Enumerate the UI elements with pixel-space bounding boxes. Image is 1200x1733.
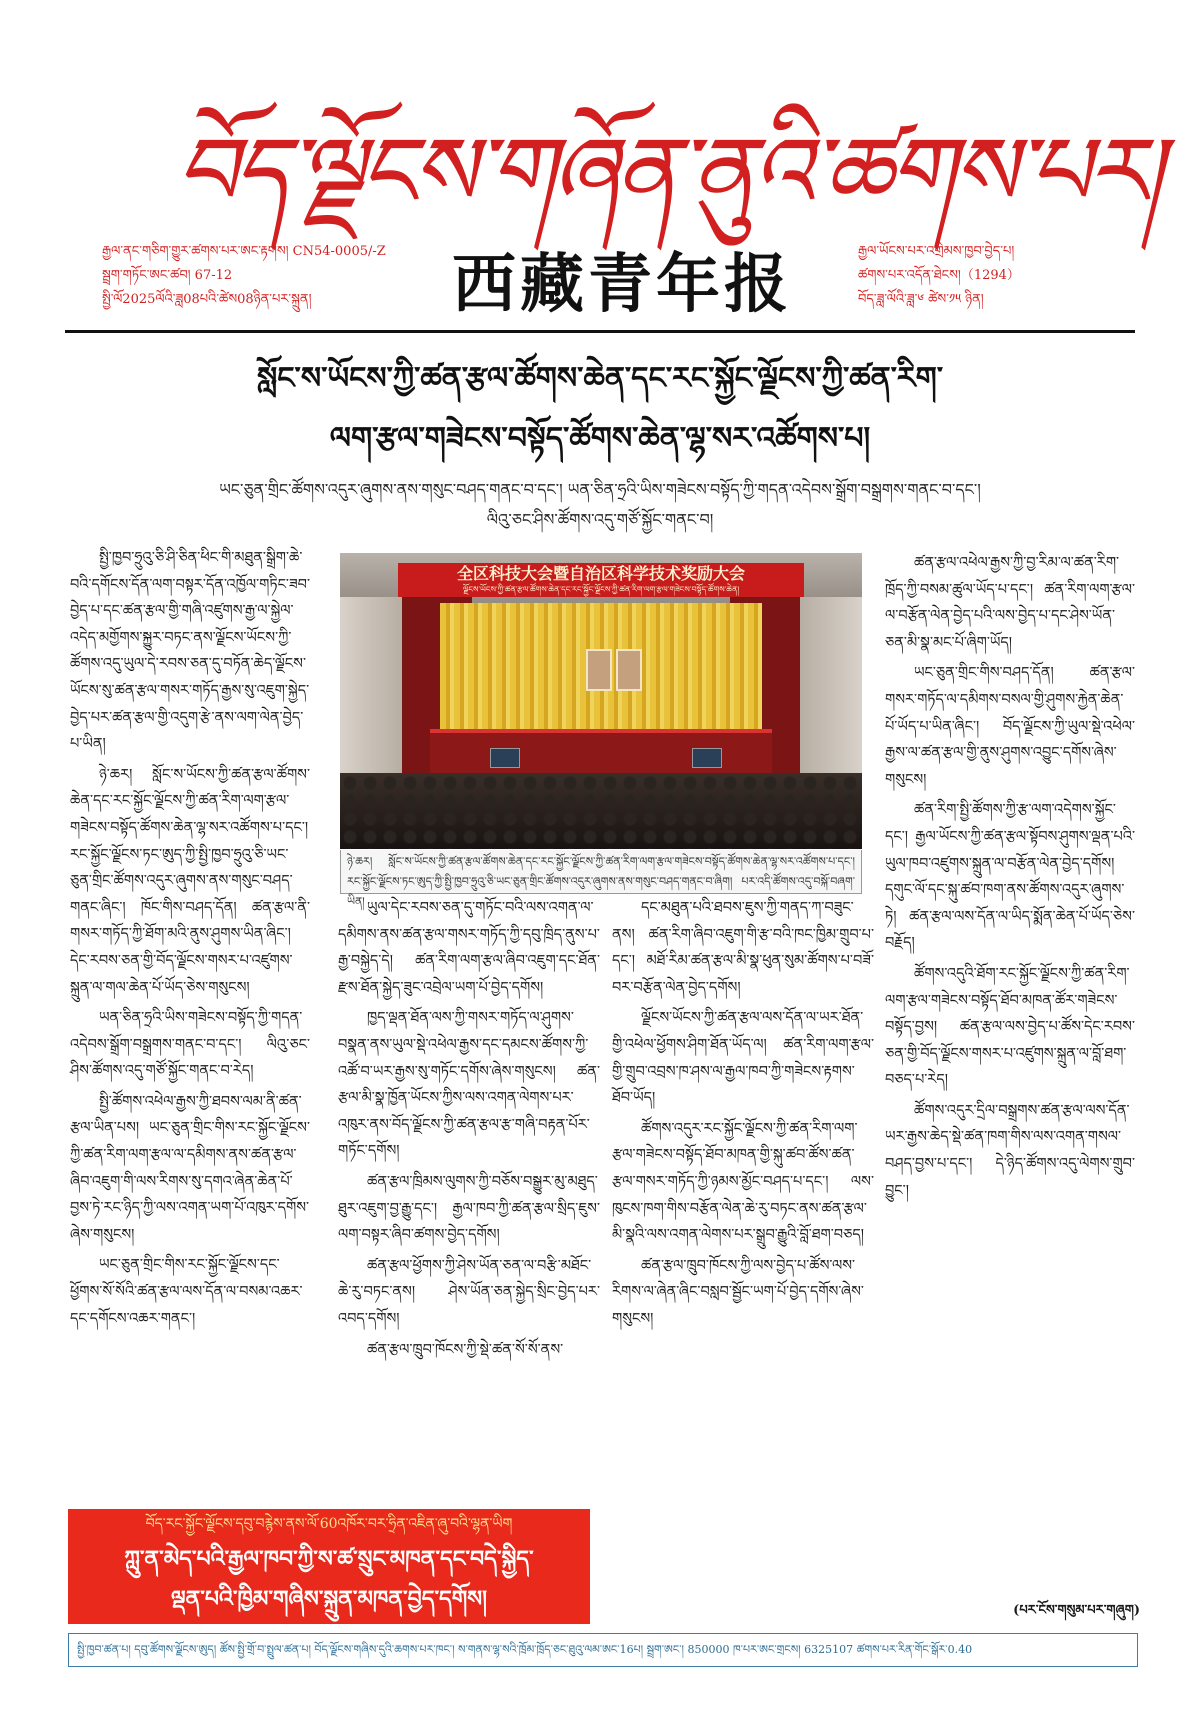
paragraph: ལྗོངས་ཡོངས་ཀྱི་ཚན་རྩལ་ལས་དོན་ལ་ཡར་ཐོན་གྱི་འཕེལ་ཕྱོགས་ཤིག་ཐོན་ཡོད་ལ། ཚན་རིག་ལག་རྩལ་གྱི་གྲུབ་འབྲས་ཁ་ཤས་ལ་རྒྱལ་ཁབ་ཀྱི་གཟེངས་རྟགས་ཐོབ་ཡོད། bbox=[612, 1010, 874, 1107]
photo-caption: ཉེ་ཆར། སློང་ས་ཡོངས་ཀྱི་ཚན་རྩལ་ཚོགས་ཆེན་དང་རང་སྐྱོང་ལྗོངས་ཀྱི་ཚན་རིག་ལག་རྩལ་གཟེངས་བསྟོད་ཚོགས་ཆེན་ལྷ་སར་འཚོགས་པ་དང་། རང་སྐྱོང་ལྗོངས་ཏང་ཨུད་ཀྱི་སྤྱི་ཁྱབ་ཧྲུའུ་ཅི་ཡང་ཅུན་གྲིང་ཚོགས་འདུར་ཞུགས་ནས་གསུང་བཤད་གནང་བ་ཞིག། པར་འདི་ཚོགས་འདུ་བསྐོ་བཞག་ཡིན། bbox=[340, 850, 862, 894]
slogan-kicker: བོད་རང་སྐྱོང་ལྗོངས་དབུ་བརྙེས་ནས་ལོ་60འཁོར་བར་ཧྲིན་འཇིན་ཞུ་བའི་ལྷན་ཡིག bbox=[145, 1516, 513, 1532]
paragraph: ཚན་རྩལ་འཕེལ་རྒྱས་ཀྱི་བྱ་རིམ་ལ་ཚན་རིག་ཁྲོད་ཀྱི་བསམ་ཚུལ་ཡོད་པ་དང་། ཚན་རིག་ལག་རྩལ་ལ་བརྩོན་ལེན་བྱེད་པའི་ལས་བྱེད་པ་དང་ཤེས་ཡོན་ཅན་མི་སྣ་མང་པོ་ཞིག་ཡོད། bbox=[885, 555, 1135, 651]
conference-photo bbox=[340, 553, 862, 849]
stage-banner bbox=[398, 563, 804, 597]
paragraph: ཚོགས་འདུར་དྲིལ་བསྒྲགས་ཚན་རྩལ་ལས་དོན་ཡར་རྒྱས་ཆེད་སྡེ་ཚན་ཁག་གིས་ལས་འགན་གསལ་བཤད་བྱས་པ་དང་། དེ་ཉིད་ཚོགས་འདུ་ལེགས་གྲུབ་བྱུང་། bbox=[885, 1102, 1135, 1199]
paragraph: ཡུལ་དེང་རབས་ཅན་དུ་གཏོང་བའི་ལས་འགན་ལ་དམིགས་ནས་ཚན་རྩལ་གསར་གཏོད་ཀྱི་དབུ་ཁྲིད་ནུས་པ་རྒྱ་བསྐྱེད་དེ། ཚན་རིག་ལག་རྩལ་ཞིབ་འཇུག་དང་ཐོན་རྫས་ཐོན་སྐྱེད་ཟུང་འབྲེལ་ཡག་པོ་བྱེད་དགོས། bbox=[338, 900, 600, 996]
slogan-line-2: ལྡན་པའི་ཁྱིམ་གཞིས་སྐྲུན་མཁན་བྱེད་དགོས། bbox=[170, 1586, 488, 1612]
masthead-divider bbox=[65, 330, 1135, 333]
paragraph: ཚན་རྩལ་ཁྲུབ་ཁོངས་ཀྱི་སྡེ་ཚན་སོ་སོ་ནས་ bbox=[367, 1341, 564, 1358]
masthead-tibetan-title: བོད་ལྗོངས་གཞོན་ནུའི་ཚགས་པར། bbox=[175, 116, 1159, 228]
monitor-screen bbox=[490, 748, 520, 768]
meta-line: སྤྱི་ལོ2025ལོའི་ཟླ08པའི་ཚེས08ཉིན་པར་སྐྲུན། bbox=[102, 292, 312, 307]
portrait bbox=[616, 649, 642, 691]
subheadline-line-1: ཡང་ཅུན་གྲིང་ཚོགས་འདུར་ཞུགས་ནས་གསུང་བཤད་གནང་བ་དང་། ཡན་ཅིན་ཧྲའི་ཡིས་གཟེངས་བསྟོད་ཀྱི་གདན་འདེབས་སྒྲོག་བསྒྲགས་གནང་བ་དང་། bbox=[219, 480, 981, 499]
paragraph: སྤྱི་ཁྱབ་ཧྲུའུ་ཅི་ཤི་ཅིན་ཕིང་གི་མཐུན་སྒྲིག་ཆེ་བའི་དགོངས་དོན་ལག་བསྟར་དོན་འཁྱོལ་གཏིང་ཟབ་བྱེད་པ་དང་ཚན་རྩལ་གྱི་གཞི་འཛུགས་རྒྱ་ལ་སྐྱེལ་འདེད་མགྱོགས་སྐྱུར་བཏང་ནས་ལྗོངས་ཡོངས་ཀྱི་ཚོགས་འདུ་ཡུལ་དེ་རབས་ཅན་དུ་བཏོན་ཆེད་ལྗོངས་ཡོངས་སུ་ཚན་རྩལ་གསར་གཏོད་རྒྱས་སུ་འཇུག་སྐྱེད་བྱེད་པར་ཚན་རྩལ་གྱི་འདུག་རྩེ་ནས་ལག་ལེན་བྱེད་པ་ཡིན། bbox=[70, 550, 311, 753]
meta-line: རྒྱལ་ཡོངས་པར་འགྲེམས་ཁྱབ་བྱེད་པ། bbox=[858, 244, 1015, 259]
hall-wall-left bbox=[340, 597, 402, 773]
paragraph: སྤྱི་ཚོགས་འཕེལ་རྒྱས་ཀྱི་ཐབས་ལམ་ནི་ཚན་རྩལ་ཡིན་པས། ཡང་ཅུན་གྲིང་གིས་རང་སྐྱོང་ལྗོངས་ཀྱི་ཚན་རིག་ལག་རྩལ་ལ་དམིགས་ནས་ཚན་རྩལ་ཞིབ་འཇུག་གི་ལས་རིགས་སུ་དགའ་ཞེན་ཆེན་པོ་བྱས་ཏེ་རང་ཉིད་ཀྱི་ལས་འགན་ཡག་པོ་འཁུར་དགོས་ཞེས་གསུངས། bbox=[70, 1093, 310, 1243]
article-column-2 bbox=[338, 895, 600, 1615]
subheadline-line-2: ལིའུ་ཅང་ཤིས་ཚོགས་འདུ་གཙོ་སྐྱོང་གནང་བ། bbox=[486, 510, 714, 529]
slogan-box bbox=[68, 1509, 590, 1624]
banner-chinese: 全区科技大会暨自治区科学技术奖励大会 bbox=[456, 564, 745, 583]
paragraph: ཡང་ཅུན་གྲིང་གིས་བཤད་དོན། ཚན་རྩལ་གསར་གཏོད་ལ་དམིགས་བསལ་གྱི་ཤུགས་རྐྱེན་ཆེན་པོ་ཡོད་པ་ཡིན་ཞིང་། བོད་ལྗོངས་ཀྱི་ཡུལ་སྡེ་འཕེལ་རྒྱས་ལ་ཚན་རྩལ་གྱི་ནུས་ཤུགས་འབྱུང་དགོས་ཞེས་གསུངས། bbox=[885, 665, 1135, 788]
masthead-chinese-title: 西藏青年报 bbox=[452, 247, 792, 322]
paragraph: ཡན་ཅིན་ཧྲའི་ཡིས་གཟེངས་བསྟོད་ཀྱི་གདན་འདེབས་སྒྲོག་བསྒྲགས་གནང་བ་དང་། ལིའུ་ཅང་ཤིས་ཚོགས་འདུ་གཙོ་སྐྱོང་གནང་བ་རེད། bbox=[70, 1010, 310, 1080]
paragraph: དང་མཐུན་པའི་ཐབས་ཇུས་ཀྱི་གནད་ཀ་བཟུང་ནས། ཚན་རིག་ཞིབ་འཇུག་གི་རྩ་བའི་ཁང་ཁྱིམ་གྲུབ་པ་དང་། མཐོ་རིམ་ཚན་རྩལ་མི་སྣ་ཕུན་སུམ་ཚོགས་པ་བཟོ་བར་བརྩོན་ལེན་བྱེད་དགོས། bbox=[612, 900, 874, 996]
paragraph: ཡང་ཅུན་གྲིང་གིས་རང་སྐྱོང་ལྗོངས་དང་ཕྱོགས་སོ་སོའི་ཚན་རྩལ་ལས་དོན་ལ་བསམ་འཆར་དང་དགོངས་འཆར་གནང་། bbox=[70, 1257, 303, 1327]
slogan-line-1: ཀླུ་ན་མེད་པའི་རྒྱལ་ཁབ་ཀྱི་ས་ཚ་སྲུང་མཁན་དང་བདེ་སྐྱིད་ bbox=[124, 1546, 534, 1572]
article-column-1 bbox=[70, 545, 310, 1505]
masthead-right-meta bbox=[858, 240, 1158, 318]
continued-byline: (པར་ངོས་གསུམ་པར་གཞུག) bbox=[1013, 1603, 1140, 1618]
publisher-footer: སྤྱི་ཁྱབ་ཚན་པ། དབུ་ཚོགས་ལྗོངས་ཨུད། ཚོས་སྤྱི་གྲོ་བ་སྤྲུལ་ཚན་པ། བོད་ལྗོངས་གཞིས་དུའི་ཆགས་པར་ཁང་། ས་གནས་ལྷ་སའི་ཁྲོམ་ཁྲོད་ཅང་ཐུའུ་ལམ་ཨང་16པ། སྦྲག་ཨང་། 850000 ཁ་པར་ཨང་གྲངས། 6325107 ཚགས་པར་རིན་གོང་སྒོར་0.40 bbox=[68, 1633, 1138, 1667]
meta-line: བོད་ཟླ་ལོའི་ཟླ་༦ ཚེས་༡༥ ཉིན། bbox=[858, 292, 984, 307]
masthead-left-meta bbox=[102, 240, 432, 318]
meta-line: སྦྲག་གཏོང་ཨང་ཚབ། 67-12 bbox=[102, 268, 233, 283]
paragraph: ཚན་རྩལ་ཕྱོགས་ཀྱི་ཤེས་ཡོན་ཅན་ལ་བརྩི་མཐོང་ཆེ་རུ་བཏང་ནས། ཤེས་ཡོན་ཅན་སྐྱེད་སྲིང་བྱེད་པར་འབད་དགོས། bbox=[338, 1257, 600, 1327]
paragraph: ཚན་རིག་སྤྱི་ཚོགས་ཀྱི་རྩ་ལག་འདེགས་སྐྱོང་དང་། རྒྱལ་ཡོངས་ཀྱི་ཚན་རྩལ་སྟོབས་ཤུགས་ལྡན་པའི་ཡུལ་ཁབ་འཛུགས་སྐྲུན་ལ་བརྩོན་ལེན་བྱེད་དགོས། དགུང་ལོ་དང་སྐུ་ཚབ་ཁག་ནས་ཚོགས་འདུར་ཞུགས་ཏེ། ཚན་རྩལ་ལས་དོན་ལ་ཡིད་སྨོན་ཆེན་པོ་ཡོད་ཅེས་བརྗོད། bbox=[885, 802, 1135, 952]
portrait bbox=[586, 649, 612, 691]
monitor-screen bbox=[692, 748, 722, 768]
paragraph: ཉེ་ཆར། སློང་ས་ཡོངས་ཀྱི་ཚན་རྩལ་ཚོགས་ཆེན་དང་རང་སྐྱོང་ལྗོངས་ཀྱི་ཚན་རིག་ལག་རྩལ་གཟེངས་བསྟོད་ཚོགས་ཆེན་ལྷ་སར་འཚོགས་པ་དང་། རང་སྐྱོང་ལྗོངས་ཏང་ཨུད་ཀྱི་སྤྱི་ཁྱབ་ཧྲུའུ་ཅི་ཡང་ཅུན་གྲིང་ཚོགས་འདུར་ཞུགས་ནས་གསུང་བཤད་གནང་ཞིང་། ཁོང་གིས་བཤད་དོན། ཚན་རྩལ་ནི་གསར་གཏོད་ཀྱི་ཐོག་མའི་ནུས་ཤུགས་ཡིན་ཞིང་། དེང་རབས་ཅན་གྱི་བོད་ལྗོངས་གསར་པ་འཛུགས་སྐྲུན་ལ་གལ་ཆེན་པོ་ཡོད་ཅེས་གསུངས། bbox=[70, 766, 310, 996]
paragraph: ཚན་རྩལ་ཁྲིམས་ལུགས་ཀྱི་བཅོས་བསྒྱུར་མུ་མཐུད་ཐུར་འཇུག་བྱ་རྒྱུ་དང་། རྒྱལ་ཁབ་ཀྱི་ཚན་རྩལ་སྲིད་ཇུས་ལག་བསྟར་ཞིབ་ཚགས་བྱེད་དགོས། bbox=[338, 1173, 600, 1244]
hall-wall-right bbox=[800, 597, 862, 773]
article-column-3 bbox=[612, 895, 874, 1615]
article-column-4 bbox=[885, 550, 1135, 1590]
audience bbox=[340, 773, 862, 849]
headline-line-2: ལག་རྩལ་གཟེངས་བསྟོད་ཚོགས་ཆེན་ལྷ་སར་འཚོགས་པ། bbox=[329, 421, 871, 456]
headline-line-1: སློང་ས་ཡོངས་ཀྱི་ཚན་རྩལ་ཚོགས་ཆེན་དང་རང་སྐྱོང་ལྗོངས་ཀྱི་ཚན་རིག་ bbox=[256, 361, 944, 396]
paragraph: ཚོགས་འདུར་རང་སྐྱོང་ལྗོངས་ཀྱི་ཚན་རིག་ལག་རྩལ་གཟེངས་བསྟོད་ཐོབ་མཁན་གྱི་སྐུ་ཚབ་ཚོས་ཚན་རྩལ་གསར་གཏོད་ཀྱི་ཉམས་མྱོང་བཤད་པ་དང་། ལས་ཁུངས་ཁག་གིས་བརྩོན་ལེན་ཆེ་རུ་བཏང་ནས་ཚན་རྩལ་མི་སྣའི་ལས་འགན་ལེགས་པར་སྒྲུབ་རྒྱུའི་བློ་ཐག་བཅད། bbox=[612, 1120, 874, 1244]
paragraph: ཁྱད་ལྡན་ཐོན་ལས་ཀྱི་གསར་གཏོད་ལ་ཤུགས་བསྣན་ནས་ཡུལ་སྡེ་འཕེལ་རྒྱས་དང་དམངས་ཚོགས་ཀྱི་འཚོ་བ་ཡར་རྒྱས་སུ་གཏོང་དགོས་ཞེས་གསུངས། ཚན་རྩལ་མི་སྣ་ཁྱོན་ཡོངས་ཀྱིས་ལས་འགན་ལེགས་པར་འཁུར་ནས་བོད་ལྗོངས་ཀྱི་ཚན་རྩལ་རྩ་གཞི་བརྟན་པོར་གཏོང་དགོས། bbox=[338, 1010, 600, 1160]
meta-line: ཚགས་པར་འདོན་ཐེངས།（1294） bbox=[858, 268, 1020, 283]
paragraph: ཚན་རྩལ་ཁྲུབ་ཁོངས་ཀྱི་ལས་བྱེད་པ་ཚོས་ལས་རིགས་ལ་ཞེན་ཞིང་བསླབ་སྦྱོང་ཡག་པོ་བྱེད་དགོས་ཞེས་གསུངས། bbox=[612, 1257, 864, 1327]
banner-tibetan: ལྗོངས་ཡོངས་ཀྱི་ཚན་རྩལ་ཚོགས་ཆེན་དང་རང་སྐྱོང་ལྗོངས་ཀྱི་ཚན་རིག་ལག་རྩལ་གཟེངས་བསྟོད་ཚོགས་ཆེན། bbox=[462, 585, 740, 594]
paragraph: ཚོགས་འདུའི་ཐོག་རང་སྐྱོང་ལྗོངས་ཀྱི་ཚན་རིག་ལག་རྩལ་གཟེངས་བསྟོད་ཐོབ་མཁན་ཚོར་གཟེངས་བསྟོད་བྱས། ཚན་རྩལ་ལས་བྱེད་པ་ཚོས་དེང་རབས་ཅན་གྱི་བོད་ལྗོངས་གསར་པ་འཛུགས་སྐྲུན་ལ་བློ་ཐག་བཅད་པ་རེད། bbox=[885, 965, 1135, 1089]
meta-line: རྒྱལ་ནང་གཅིག་གྱུར་ཚགས་པར་ཨང་རྟགས། CN54-0005/-Z bbox=[102, 244, 386, 259]
